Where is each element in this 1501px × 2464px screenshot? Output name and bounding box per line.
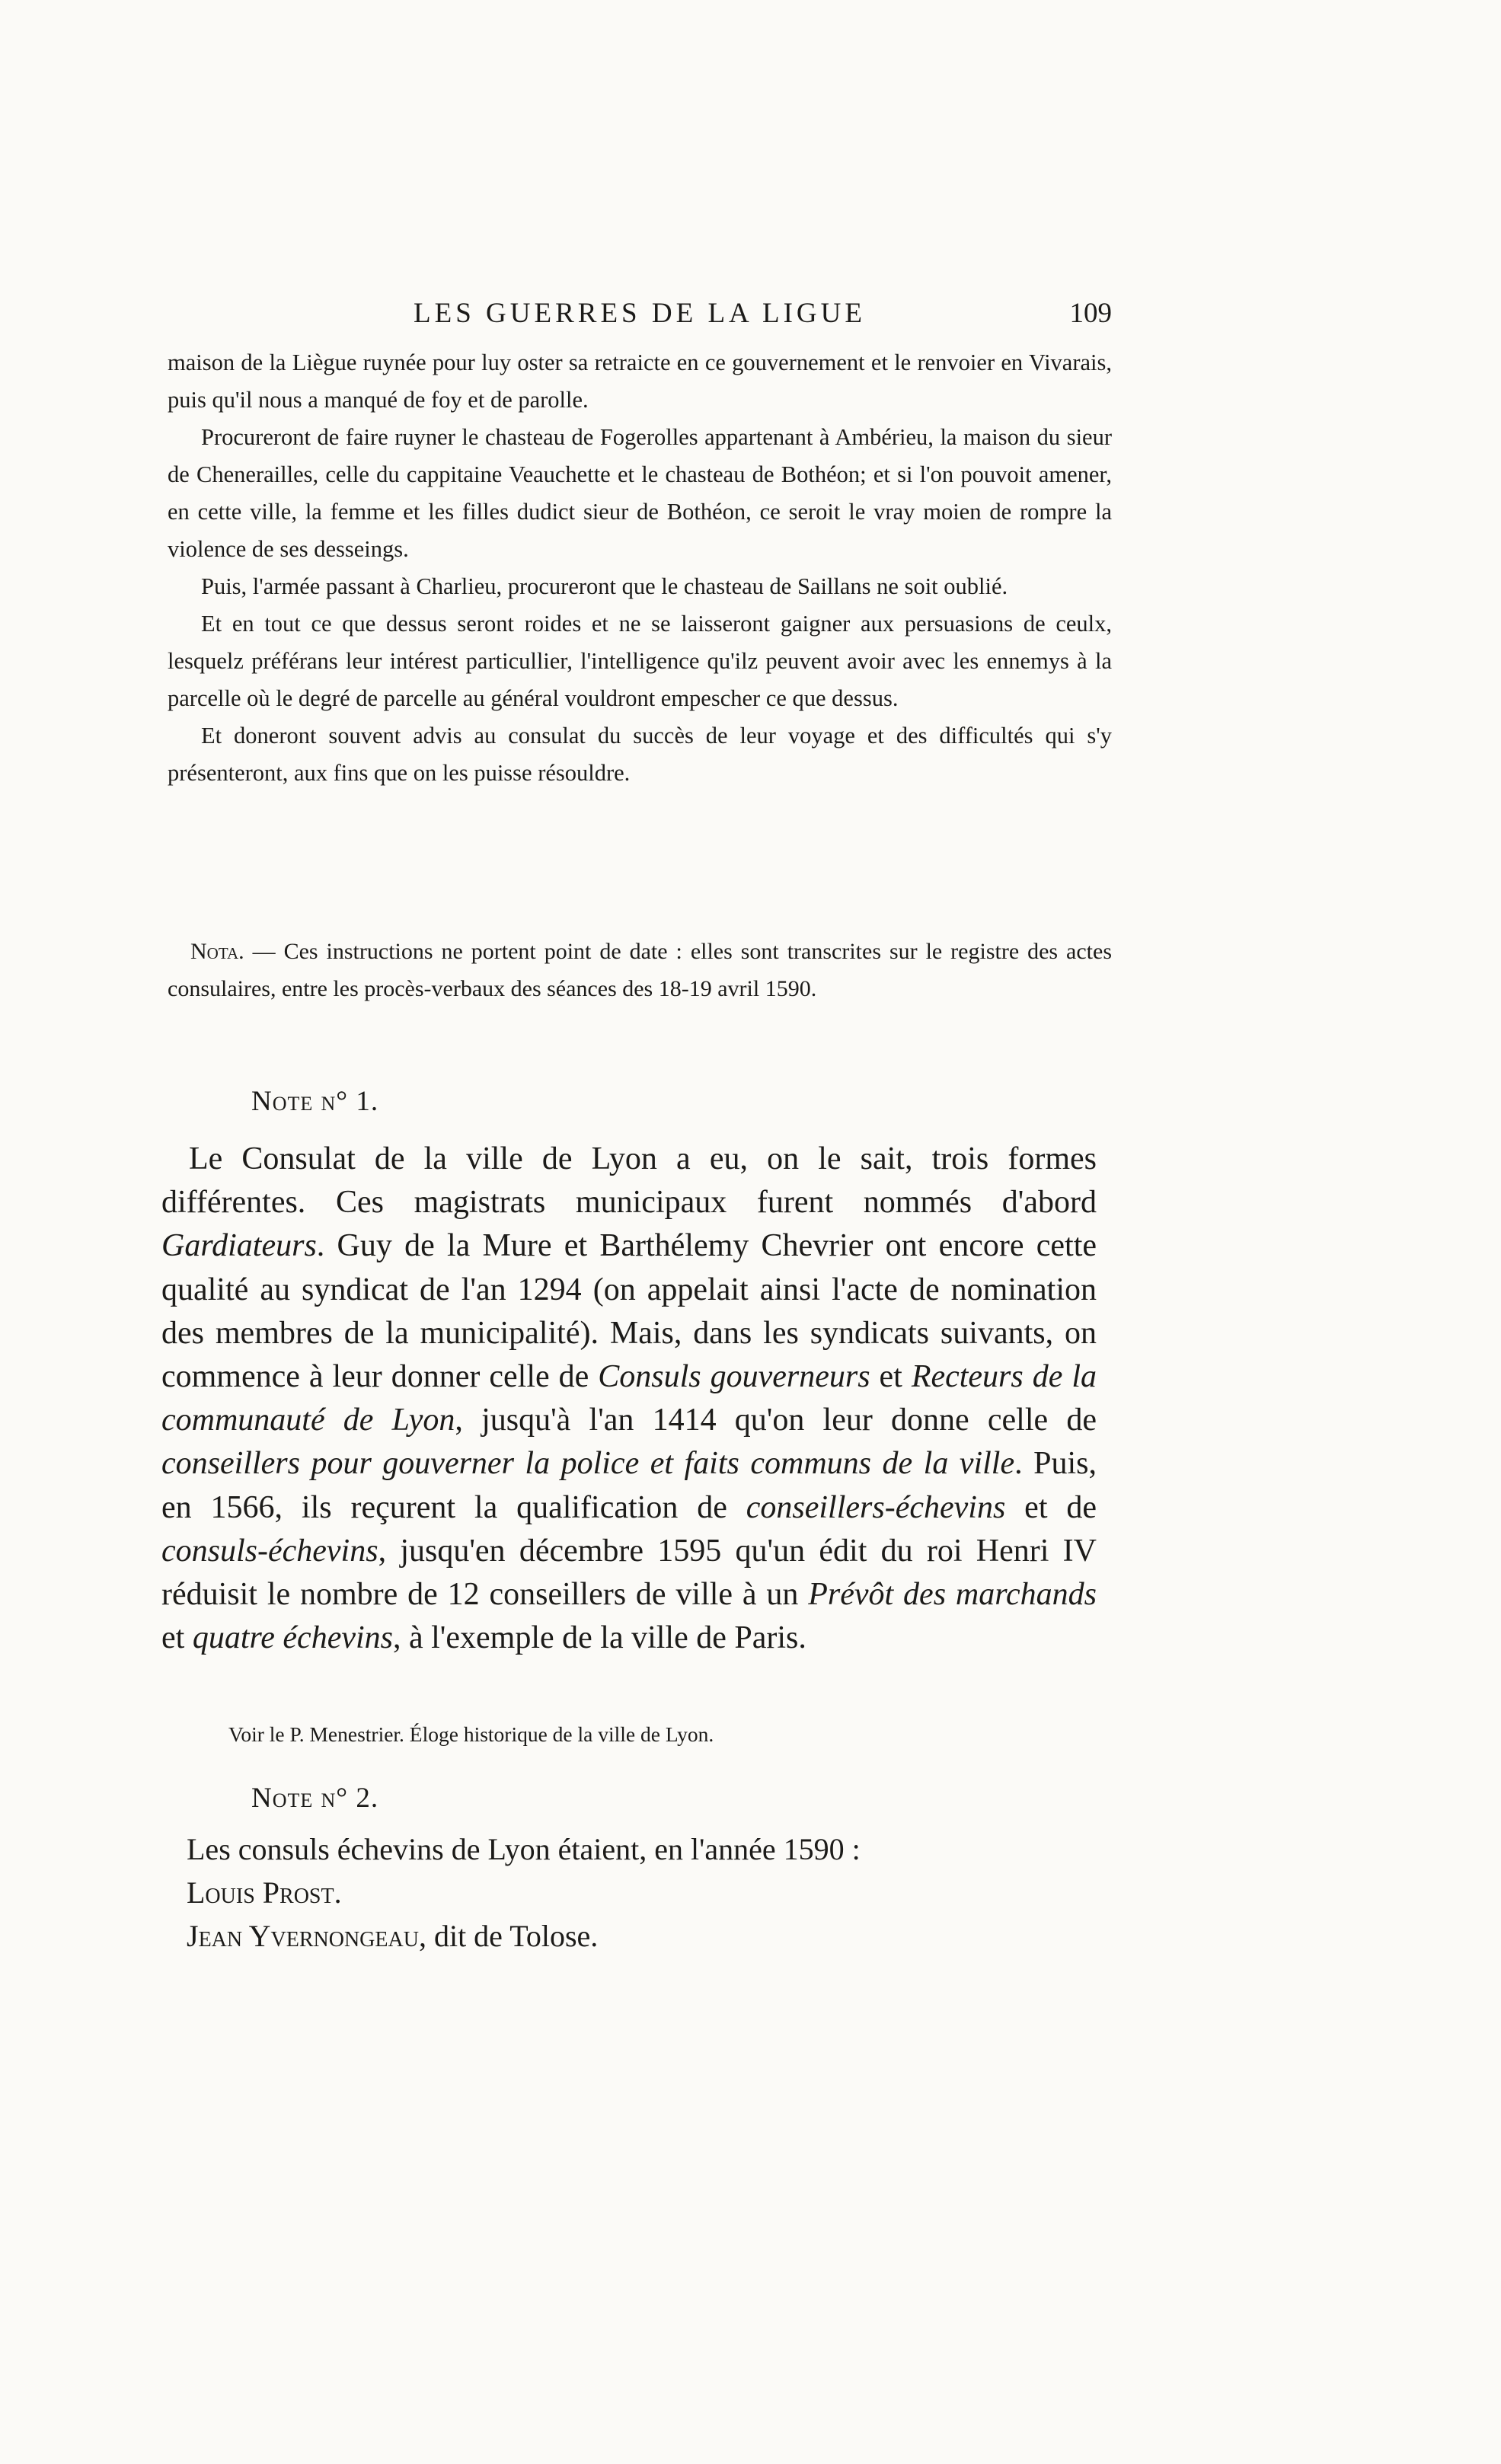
- note-italic: consuls-échevins: [161, 1533, 378, 1569]
- consul-name: Jean Yvernongeau: [187, 1919, 419, 1953]
- note-text: , jusqu'en décembre 1595 qu'un édit du roi Henri IV réduisit le nombre de 12 conseillers de ville à un: [161, 1533, 1097, 1613]
- consul-suffix: , dit de Tolose.: [418, 1919, 599, 1953]
- note-1-body: [161, 1138, 1097, 1660]
- instruction-paragraph: maison de la Liègue ruynée pour luy oster sa retraicte en ce gouvernement et le renvoier en Vivarais, puis qu'il nous a manqué de foy et de parolle.: [168, 349, 1112, 413]
- note-text: et: [870, 1359, 912, 1395]
- instructions-text: [168, 344, 1112, 792]
- note-italic: Prévôt des marchands: [808, 1577, 1097, 1613]
- note-text: et de: [1005, 1489, 1097, 1525]
- note-1-reference: Voir le P. Menestrier. Éloge historique de la ville de Lyon.: [228, 1722, 714, 1746]
- note-italic: conseillers pour gouverner la police et faits communs de la ville: [161, 1446, 1015, 1482]
- nota-block: [168, 933, 1112, 1007]
- note-text: . Guy de la Mure et Barthélemy Chevrier ont encore cette qualité au syndicat de l'an 1294 (on appelait ainsi l'acte de nomination des membres de la municipalité). Mais, dans les syndicats suivants, on commence à leur donner celle de: [161, 1228, 1097, 1395]
- consul-name: Louis Prost.: [187, 1875, 342, 1910]
- note-text: Le Consulat de la ville de Lyon a eu, on le sait, trois formes différentes. Ces magistrats municipaux furent nommés d'abord: [161, 1141, 1097, 1221]
- instruction-paragraph: Et doneront souvent advis au consulat du succès de leur voyage et des difficultés qui s'y présenteront, aux fins que on les puisse résouldre.: [168, 723, 1112, 786]
- note-text: , jusqu'à l'an 1414 qu'on leur donne celle de: [455, 1403, 1097, 1438]
- note-text: . Puis, en 1566, ils reçurent la qualification de: [161, 1446, 1097, 1525]
- nota-label: Nota.: [190, 939, 244, 964]
- note-italic: conseillers-échevins: [746, 1489, 1006, 1525]
- note-text: et: [161, 1620, 193, 1656]
- note-text: , à l'exemple de la ville de Paris.: [393, 1620, 806, 1656]
- note-2-heading: Note n° 2.: [251, 1783, 379, 1814]
- instruction-paragraph: Et en tout ce que dessus seront roides et ne se laisseront gaigner aux persuasions de ceulx, lesquelz préférans leur intérest particullier, l'intelligence qu'ilz peuvent avoir avec les ennemys à la parcelle où le degré de parcelle au général vouldront empescher ce que dessus.: [168, 611, 1112, 711]
- nota-text: — Ces instructions ne portent point de date : elles sont transcrites sur le registre des actes consulaires, entre les procès-verbaux des séances des 18-19 avril 1590.: [168, 939, 1113, 1001]
- note-italic: Consuls gouverneurs: [598, 1359, 870, 1395]
- note-italic: quatre échevins: [192, 1620, 393, 1656]
- note-italic: Gardiateurs: [161, 1228, 317, 1264]
- consul-list: [187, 1827, 1100, 1958]
- note-1-heading: Note n° 1.: [251, 1086, 379, 1117]
- running-title: LES GUERRES DE LA LIGUE: [414, 298, 866, 329]
- instruction-paragraph: Puis, l'armée passant à Charlieu, procureront que le chasteau de Saillans ne soit oublié.: [201, 573, 1008, 599]
- consul-entry: [187, 1914, 1100, 1958]
- consul-list-intro: Les consuls échevins de Lyon étaient, en l'année 1590 :: [187, 1832, 861, 1866]
- page-header: [168, 297, 1112, 343]
- consul-entry: [187, 1871, 1100, 1914]
- instruction-paragraph: Procureront de faire ruyner le chasteau de Fogerolles appartenant à Ambérieu, la maison du sieur de Chenerailles, celle du cappitaine Veauchette et le chasteau de Bothéon; et si l'on pouvoit amener, en cette ville, la femme et les filles dudict sieur de Bothéon, ce seroit le vray moien de rompre la violence de ses desseings.: [168, 424, 1112, 562]
- note-italic: Recteurs de la communauté de Lyon: [161, 1359, 1097, 1438]
- page-number: 109: [1069, 298, 1112, 329]
